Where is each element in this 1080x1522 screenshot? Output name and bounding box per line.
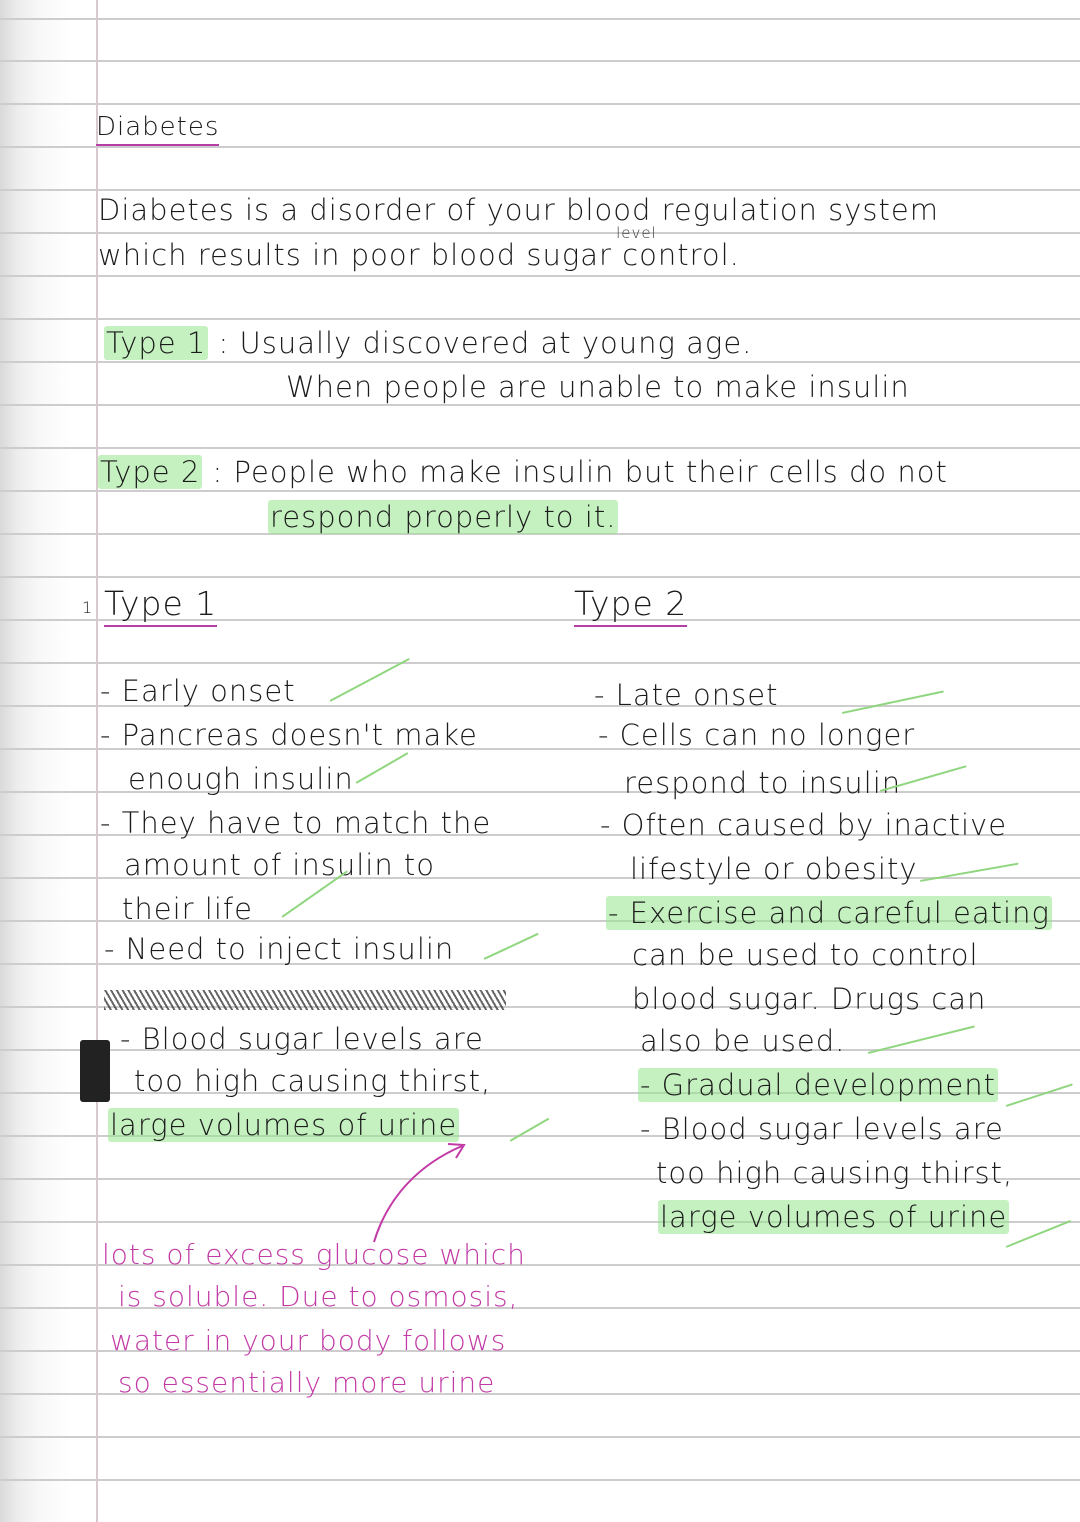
column-heading-type2: Type 2	[574, 584, 687, 627]
list-item: - They have to match the	[100, 806, 492, 840]
definition-type2	[98, 455, 948, 489]
list-item: too high causing thirst,	[656, 1156, 1014, 1190]
definition-type1	[104, 326, 752, 360]
list-item: can be used to control	[632, 938, 979, 972]
list-item: - Early onset	[100, 674, 296, 708]
definition-type2-line1: People who make insulin but their cells do not	[233, 455, 948, 489]
list-item: respond to insulin	[624, 766, 902, 800]
list-item: too high causing thirst,	[134, 1064, 492, 1098]
list-item: - Pancreas doesn't make	[100, 718, 478, 752]
intro-line-1: Diabetes is a disorder of your blood regulation system	[98, 193, 939, 227]
crossed-out-text	[104, 990, 506, 1010]
list-item: - Cells can no longer	[598, 718, 916, 752]
check-mark-icon	[1006, 1083, 1073, 1107]
margin-line	[96, 0, 98, 1522]
insert-caret-note: level	[616, 224, 657, 242]
list-item: - Often caused by inactive	[600, 808, 1008, 842]
binder-clip-mark	[80, 1040, 110, 1102]
margin-mark: 1	[82, 598, 94, 617]
annotation-arrow-icon	[360, 1136, 480, 1246]
list-item: their life	[122, 892, 253, 926]
definition-type2-line2: respond properly to it.	[270, 500, 617, 534]
list-item: also be used.	[640, 1024, 846, 1058]
check-mark-icon	[356, 752, 409, 784]
intro-line-2-b: control.	[622, 238, 740, 272]
column-heading-type1: Type 1	[104, 584, 217, 627]
check-mark-icon	[1006, 1220, 1072, 1248]
check-mark-icon	[842, 690, 944, 714]
list-item: - Need to inject insulin	[104, 932, 455, 966]
annotation-line: water in your body follows	[110, 1324, 507, 1357]
annotation-line: lots of excess glucose which	[102, 1238, 526, 1271]
list-item: large volumes of urine	[660, 1200, 1008, 1234]
list-item: - Exercise and careful eating	[608, 896, 1050, 930]
intro-line-2-a: which results in poor blood sugar	[98, 238, 612, 272]
list-item: - Blood sugar levels are	[120, 1022, 484, 1056]
list-item: - Late onset	[594, 678, 779, 712]
list-item: blood sugar. Drugs can	[632, 982, 987, 1016]
check-mark-icon	[920, 863, 1019, 882]
intro-line-2	[98, 224, 740, 272]
definition-type1-separator: :	[218, 326, 230, 360]
list-item: amount of insulin to	[124, 848, 436, 882]
check-mark-icon	[510, 1118, 550, 1142]
annotation-line: is soluble. Due to osmosis,	[118, 1280, 519, 1313]
intro-line-2-b-wrap	[616, 224, 740, 272]
list-item: lifestyle or obesity	[630, 852, 918, 886]
list-item: enough insulin	[128, 762, 354, 796]
check-mark-icon	[330, 658, 410, 702]
list-item: - Gradual development	[640, 1068, 996, 1102]
list-item: - Blood sugar levels are	[640, 1112, 1004, 1146]
check-mark-icon	[484, 933, 539, 960]
list-item: large volumes of urine	[110, 1108, 458, 1142]
definition-type1-label: Type 1	[106, 326, 207, 360]
annotation-line: so essentially more urine	[118, 1366, 496, 1399]
definition-type2-separator: :	[212, 455, 224, 489]
definition-type1-line2: When people are unable to make insulin	[286, 370, 910, 404]
definition-type1-line1: Usually discovered at young age.	[239, 326, 753, 360]
page-title: Diabetes	[96, 112, 219, 146]
definition-type2-label: Type 2	[100, 455, 201, 489]
